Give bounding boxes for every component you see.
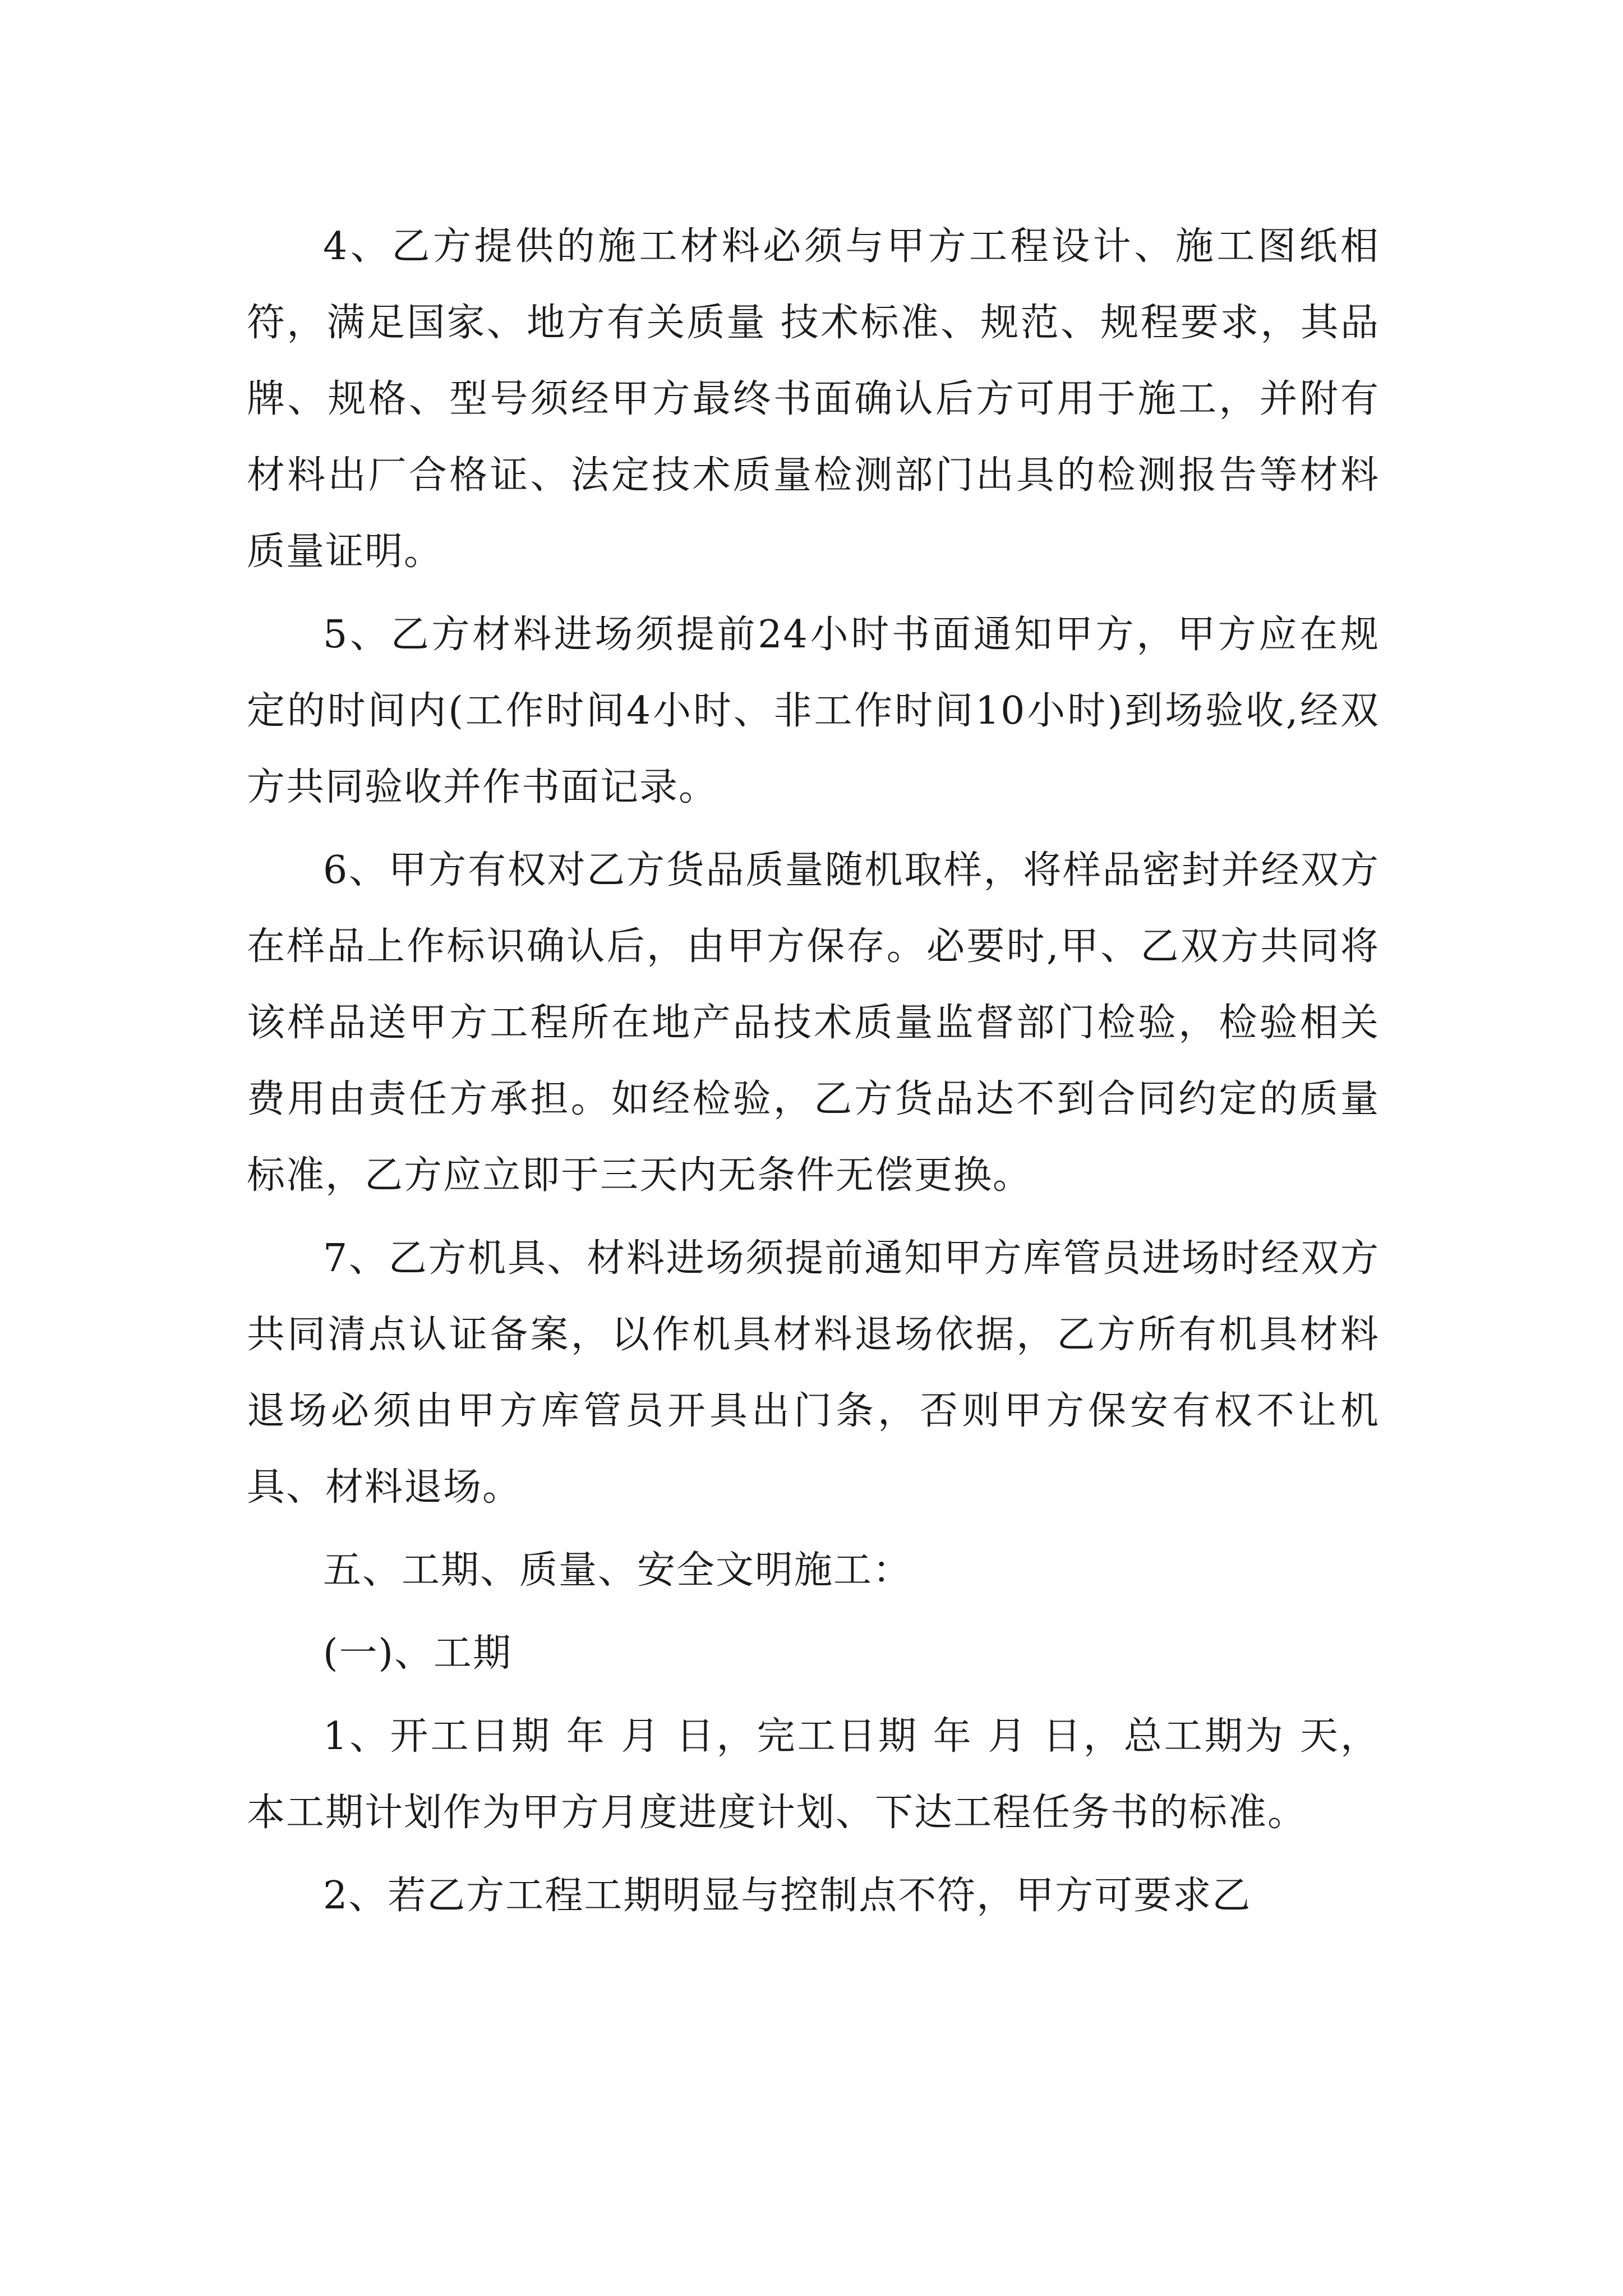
paragraph-item-5: 5、乙方材料进场须提前24小时书面通知甲方，甲方应在规定的时间内(工作时间4小时、非工作时间10小时)到场验收,经双方共同验收并作书面记录。 (247, 613, 1380, 809)
document-body (247, 209, 1380, 1934)
paragraph-schedule-1: 1、开工日期 年 月 日，完工日期 年 月 日，总工期为 天，本工期计划作为甲方月度进度计划、下达工程任务书的标准。 (247, 1714, 1380, 1835)
paragraph-item-6: 6、甲方有权对乙方货品质量随机取样，将样品密封并经双方在样品上作标识确认后，由甲方保存。必要时,甲、乙双方共同将该样品送甲方工程所在地产品技术质量监督部门检验，检验相关费用由责任方承担。如经检验，乙方货品达不到合同约定的质量标准，乙方应立即于三天内无条件无偿更换。 (247, 848, 1380, 1198)
paragraph-schedule-2: 2、若乙方工程工期明显与控制点不符，甲方可要求乙 (323, 1874, 1252, 1918)
subsection-heading-schedule: (一)、工期 (323, 1631, 513, 1676)
section-heading-five: 五、工期、质量、安全文明施工： (323, 1548, 912, 1593)
paragraph-item-7: 7、乙方机具、材料进场须提前通知甲方库管员进场时经双方共同清点认证备案，以作机具材料退场依据，乙方所有机具材料退场必须由甲方库管员开具出门条，否则甲方保安有权不让机具、材料退场。 (247, 1236, 1380, 1510)
paragraph-item-4: 4、乙方提供的施工材料必须与甲方工程设计、施工图纸相符，满足国家、地方有关质量 技术标准、规范、规程要求，其品牌、规格、型号须经甲方最终书面确认后方可用于施工，并附有材料出厂合格证、法定技术质量检测部门出具的检测报告等材料质量证明。 (247, 224, 1380, 574)
